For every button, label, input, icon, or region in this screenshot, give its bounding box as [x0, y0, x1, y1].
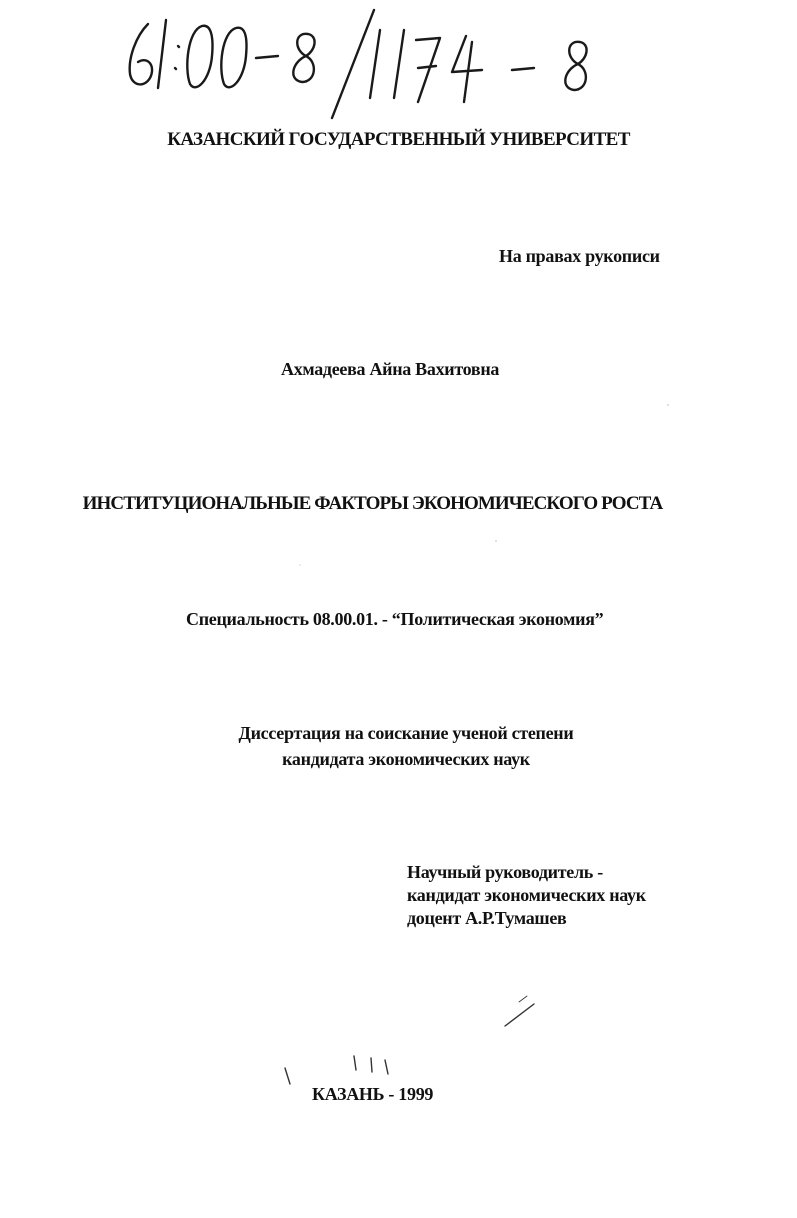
degree-line-1: Диссертация на соискание ученой степени — [238, 723, 574, 743]
author-name: Ахмадеева Айна Вахитовна — [281, 359, 500, 379]
supervisor-line-3: доцент А.Р.Тумашев — [407, 908, 567, 928]
handwritten-catalog-number — [118, 6, 618, 124]
university-name: КАЗАНСКИЙ ГОСУДАРСТВЕННЫЙ УНИВЕРСИТЕТ — [167, 129, 630, 150]
degree-line-2: кандидата экономических наук — [282, 749, 530, 769]
manuscript-rights-note: На правах рукописи — [499, 246, 660, 266]
supervisor-line-2: кандидат экономических наук — [407, 885, 646, 905]
city-and-year: КАЗАНЬ - 1999 — [312, 1084, 434, 1104]
specialty-line: Специальность 08.00.01. - “Политическая экономия” — [186, 609, 604, 629]
dissertation-title: ИНСТИТУЦИОНАЛЬНЫЕ ФАКТОРЫ ЭКОНОМИЧЕСКОГО РОСТА — [82, 493, 663, 514]
supervisor-line-1: Научный руководитель - — [407, 862, 603, 882]
